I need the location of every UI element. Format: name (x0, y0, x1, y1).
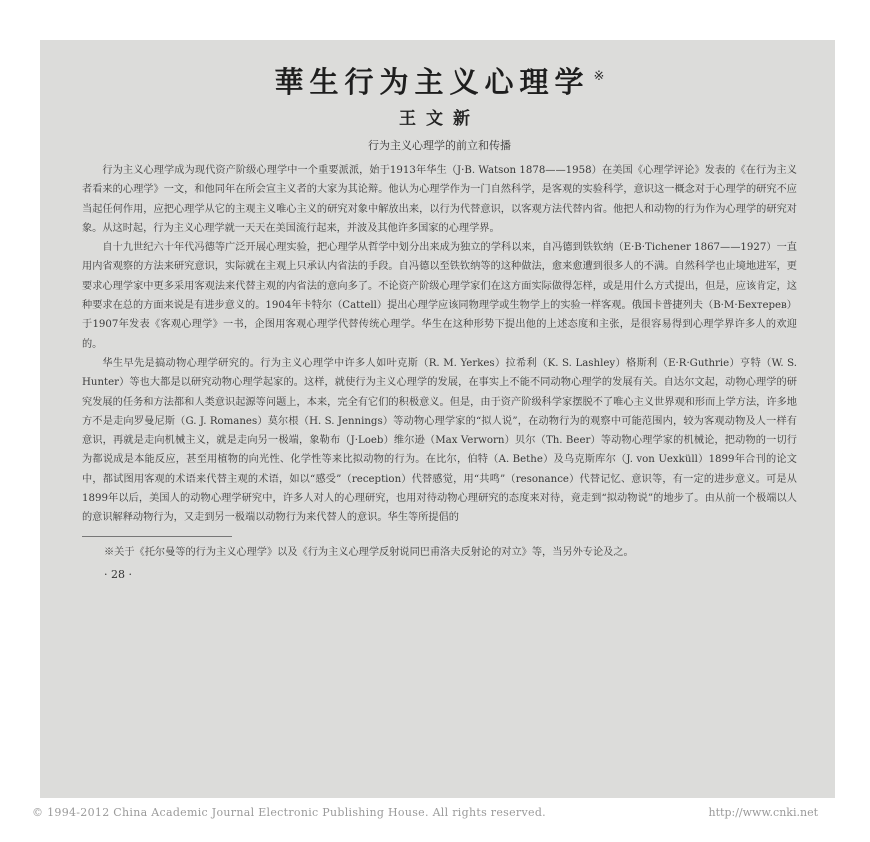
article-author: 王文新 (399, 109, 480, 129)
footnote-divider (82, 536, 232, 537)
title-row (82, 60, 797, 98)
title-footnote-mark: ※ (593, 69, 605, 84)
page-number: · 28 · (104, 567, 132, 581)
body-paragraph-3: 华生早先是搞动物心理学研究的。行为主义心理学中许多人如叶克斯（R. M. Yerkes）拉希利（K. S. Lashley）格斯利（E·R·Guthrie）亨特（W. S. Hunter）等也大都是以研究动物心理学起家的。这样，就使行为主义心理学的发展，在事实上不能不同动物心理学的发展有关。自达尔文起，动物心理学的研究发展的任务和方法都和人类意识起源等问题上，本来，完全有它们的积极意义。但是，由于资产阶级科学家摆脱不了唯心主义世界观和形而上学方法，许多地方不是走向罗曼尼斯（G. J. Romanes）莫尔根（H. S. Jennings）等动物心理学家的“拟人说”，在动物行为的观察中可能范围内，较为客观动物及人一样有意识，再就是走向机械主义，就是走向另一极端，象勒布（J·Loeb）维尔逊（Max Verworn）贝尔（Th. Beer）等动物心理学家的机械论，把动物的一切行为都说成是本能反应，甚至用植物的向光性、化学性等来比拟动物的行为。在比尔，伯特（A. Bethe）及乌克斯库尔（J. von Uexküll）1899年合刊的论文中，都试图用客观的术语来代替主观的术语，如以“感受”（reception）代替感觉，用“共鸣”（resonance）代替记忆、意识等，有一定的进步意义。可是从1899年以后，美国人的动物心理学研究中，许多人对人的心理研究，也用对待动物心理研究的态度来对待，竟走到“拟动物说”的地步了。由从前一个极端以人的意识解释动物行为，又走到另一极端以动物行为来代替人的意识。华生等所提倡的 (82, 357, 797, 524)
website-link[interactable]: http://www.cnki.net (708, 806, 818, 819)
body-paragraph-2: 自十九世纪六十年代冯德等广泛开展心理实验，把心理学从哲学中划分出来成为独立的学科以来，自冯德到铁钦纳（E·B·Tichener 1867——1927）一直用内省观察的方法来研究意识，实际就在主观上只承认内省法的手段。自冯德以至铁钦纳等的这种做法，愈来愈遭到很多人的不满。自然科学也止境地进军，更要求心理学家中更多采用客观法来代替主观的内省法的意向多了。不论资产阶级心理学家们在这方面实际做得怎样，或是用什么方式提出，但是，应该肯定，这种要求在总的方面来说是有进步意义的。1904年卡特尔（Cattell）提出心理学应该同物理学或生物学上的实验一样客观。俄国卡普捷列夫（B·M·Бехтерев）于1907年发表《客观心理学》一书，企图用客观心理学代替传统心理学。华生在这种形势下提出他的上述态度和主张，是很容易得到心理学界许多人的欢迎的。 (82, 242, 797, 350)
article-title: 華生行为主义心理学 (274, 65, 590, 99)
footnote: ※关于《托尔曼等的行为主义心理学》以及《行为主义心理学反射说同巴甫洛夫反射论的对立》等，当另外专论及之。 (104, 546, 634, 558)
copyright-notice: © 1994-2012 China Academic Journal Electronic Publishing House. All rights reserved. (32, 806, 546, 819)
section-heading: 行为主义心理学的前立和传播 (368, 139, 511, 152)
scanned-page (40, 40, 835, 798)
body-paragraph-1: 行为主义心理学成为现代资产阶级心理学中一个重要派派，始于1913年华生（J·B. Watson 1878——1958）在美国《心理学评论》发表的《在行为主义者看来的心理学》一文，和他同年在所会宣主义者的大家为其论辩。他认为心理学作为一门自然科学，是客观的实验科学，意识这一概念对于心理学的研究不应当起任何作用，应把心理学从它的主观主义唯心主义的研究对象中解放出来，以行为代替意识，以客观方法代替内省。他把人和动物的行为作为心理学的研究对象。从这时起，行为主义心理学就一天天在美国流行起来，并波及其他许多国家的心理学界。 (82, 165, 797, 234)
